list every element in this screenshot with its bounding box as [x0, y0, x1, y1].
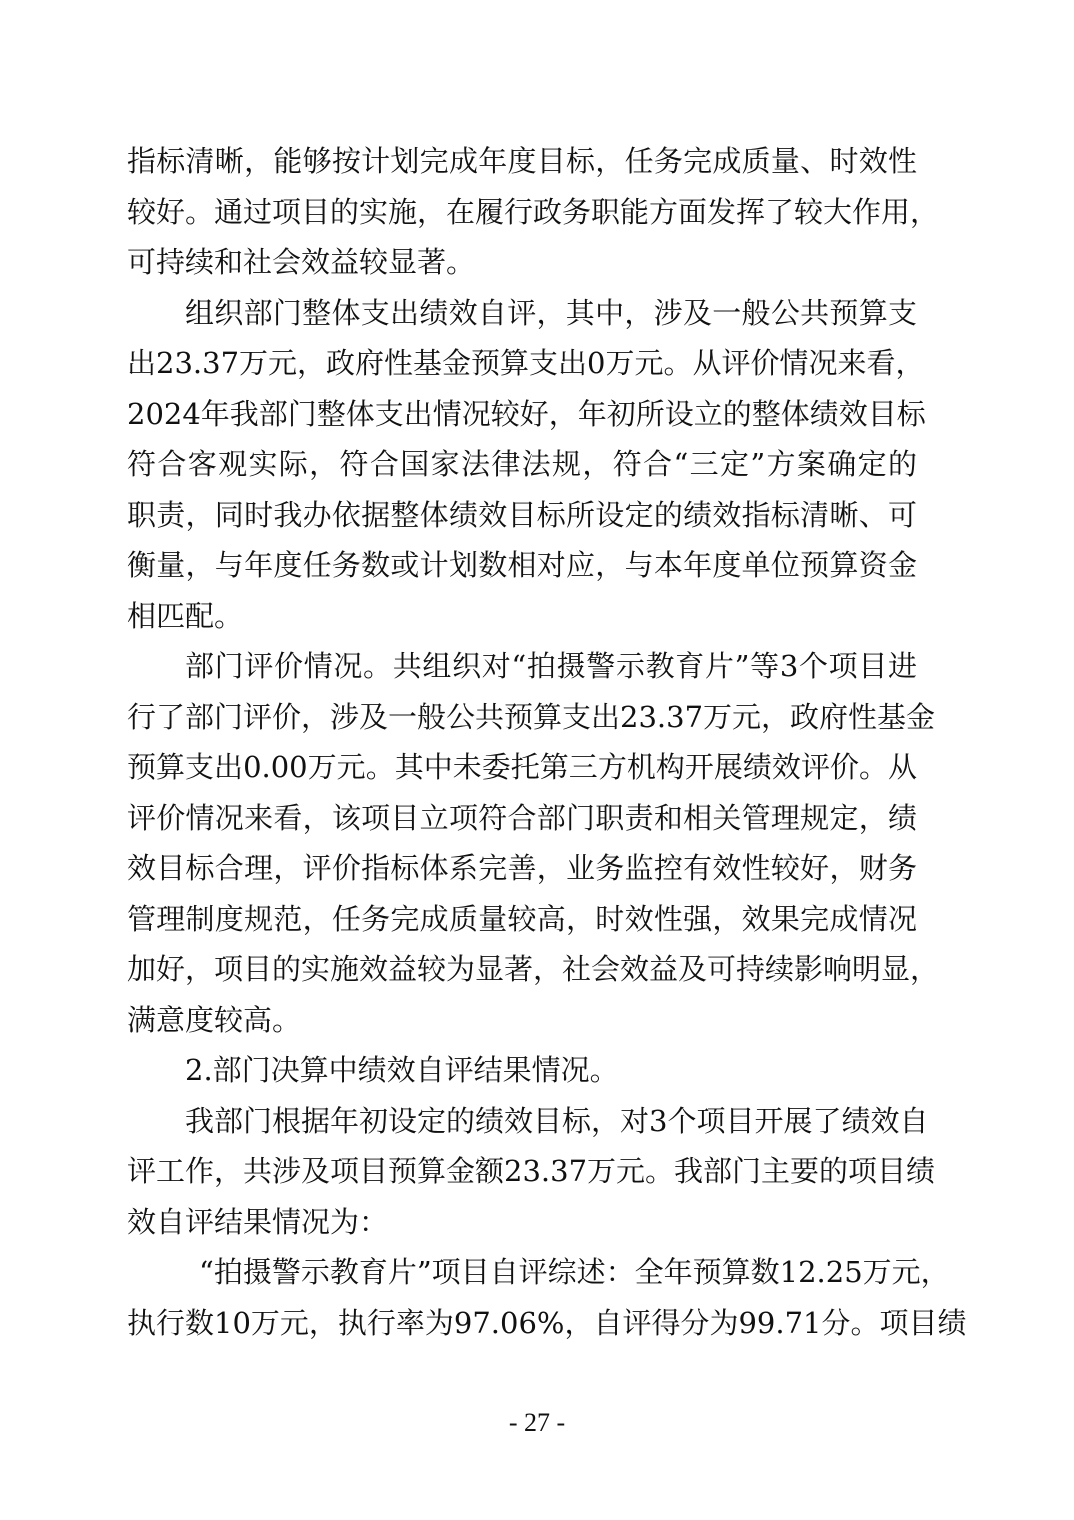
text-line: 效自评结果情况为：: [127, 1204, 389, 1239]
text-line: 评价情况来看，该项目立项符合部门职责和相关管理规定，绩: [127, 800, 917, 835]
text-line: 我部门根据年初设定的绩效目标，对3个项目开展了绩效自: [185, 1103, 929, 1138]
text-line: 符合客观实际，符合国家法律法规，符合“三定”方案确定的: [127, 447, 917, 481]
text-line: 效目标合理，评价指标体系完善，业务监控有效性较好，财务: [127, 851, 917, 885]
text-line: 职责，同时我办依据整体绩效目标所设定的绩效指标清晰、可: [127, 497, 917, 532]
text-line: 指标清晰，能够按计划完成年度目标，任务完成质量、时效性: [127, 144, 917, 178]
text-line: 衡量，与年度任务数或计划数相对应，与本年度单位预算资金: [127, 548, 917, 582]
text-line: 满意度较高。: [127, 1002, 302, 1037]
text-line: “拍摄警示教育片”项目自评综述：全年预算数12.25万元，: [199, 1255, 950, 1289]
text-line: 部门评价情况。共组织对“拍摄警示教育片”等3个项目进: [185, 649, 917, 683]
text-line: 管理制度规范，任务完成质量较高，时效性强，效果完成情况: [127, 901, 917, 936]
paragraph-continuation: [127, 136, 940, 288]
page-number: - 27 -: [508, 1408, 566, 1437]
text-line: 相匹配。: [127, 598, 244, 633]
text-line: 出23.37万元，政府性基金预算支出0万元。从评价情况来看，: [127, 346, 925, 380]
text-line: 较好。通过项目的实施，在履行政务职能方面发挥了较大作用，: [127, 194, 940, 229]
text-line: 行了部门评价，涉及一般公共预算支出23.37万元，政府性基金: [127, 699, 936, 734]
text-line: 可持续和社会效益较显著。: [127, 245, 476, 279]
text-line: 评工作，共涉及项目预算金额23.37万元。我部门主要的项目绩: [127, 1154, 936, 1188]
text-line: 执行数10万元，执行率为97.06%，自评得分为99.71分。项目绩: [127, 1305, 967, 1340]
section-heading: [127, 1045, 917, 1096]
document-body: [127, 136, 967, 1348]
text-line: 预算支出0.00万元。其中未委托第三方机构开展绩效评价。从: [127, 750, 917, 784]
paragraph-department-evaluation: [127, 641, 940, 1045]
paragraph-overall-self-evaluation: [127, 288, 926, 642]
text-line: 组织部门整体支出绩效自评，其中，涉及一般公共预算支: [185, 295, 917, 330]
paragraph-warning-video-project: [127, 1247, 967, 1348]
text-line: 2.部门决算中绩效自评结果情况。: [185, 1053, 619, 1087]
text-line: 加好，项目的实施效益较为显著，社会效益及可持续影响明显，: [127, 952, 940, 986]
text-line: 2024年我部门整体支出情况较好，年初所设立的整体绩效目标: [127, 396, 926, 431]
paragraph-project-self-evaluation: [127, 1096, 936, 1248]
